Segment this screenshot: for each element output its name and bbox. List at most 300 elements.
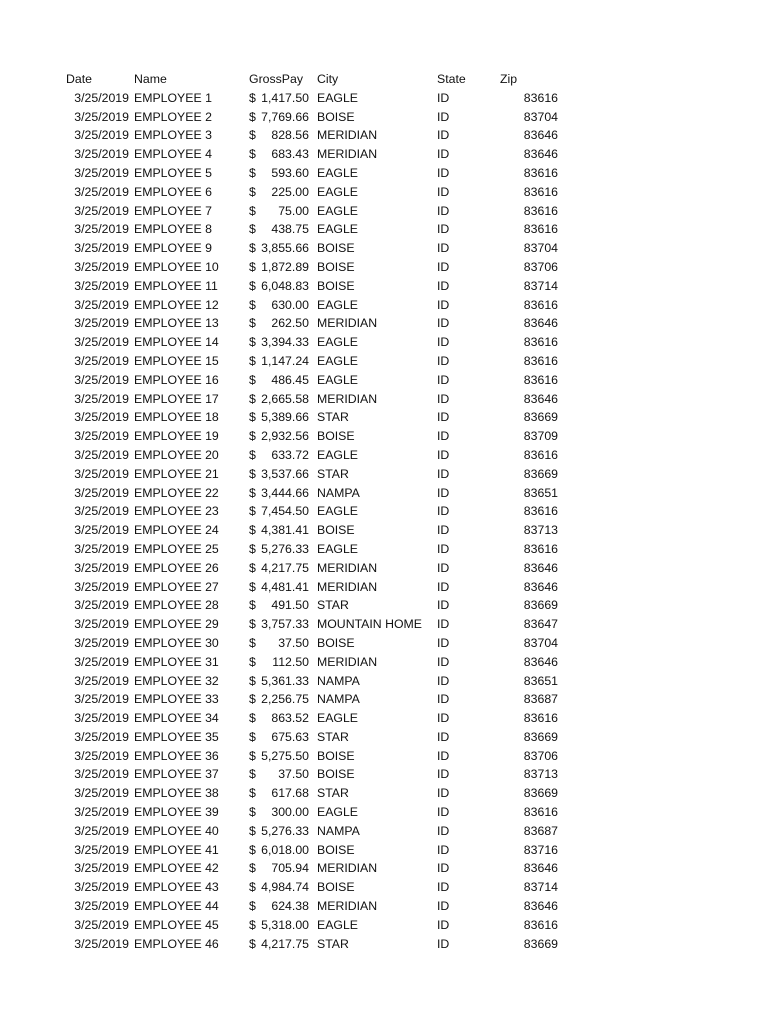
cell-city: STAR (317, 466, 349, 481)
cell-city: EAGLE (317, 917, 359, 932)
cell-date: 3/25/2019 (74, 335, 129, 350)
header-zip: Zip (500, 72, 518, 86)
cell-state: ID (437, 579, 450, 594)
cell-state: ID (437, 842, 450, 857)
cell-date: 3/25/2019 (74, 692, 129, 707)
cell-gross-pay: 4,481.41 (261, 579, 309, 594)
cell-state: ID (437, 410, 450, 425)
cell-gross-pay: 4,984.74 (261, 880, 309, 895)
cell-date: 3/25/2019 (74, 579, 129, 594)
cell-gross-pay: 1,872.89 (261, 259, 309, 274)
cell-city: MERIDIAN (317, 654, 378, 669)
cell-date: 3/25/2019 (74, 635, 129, 650)
cell-currency-symbol: $ (249, 823, 256, 838)
cell-name: EMPLOYEE 43 (134, 880, 219, 895)
table-row (0, 465, 770, 484)
cell-city: MOUNTAIN HOME (317, 617, 422, 632)
cell-gross-pay: 300.00 (271, 805, 309, 820)
cell-gross-pay: 3,537.66 (261, 466, 309, 481)
cell-state: ID (437, 429, 450, 444)
cell-name: EMPLOYEE 22 (134, 485, 219, 500)
cell-date: 3/25/2019 (74, 184, 129, 199)
cell-zip: 83687 (523, 692, 558, 707)
payroll-table (0, 70, 770, 953)
cell-date: 3/25/2019 (74, 711, 129, 726)
header-state: State (437, 72, 466, 86)
cell-city: BOISE (317, 109, 355, 124)
cell-date: 3/25/2019 (74, 823, 129, 838)
cell-date: 3/25/2019 (74, 899, 129, 914)
cell-state: ID (437, 297, 450, 312)
cell-zip: 83616 (523, 90, 558, 105)
cell-gross-pay: 5,361.33 (261, 673, 309, 688)
table-row (0, 427, 770, 446)
cell-currency-symbol: $ (249, 447, 256, 462)
cell-zip: 83669 (523, 466, 558, 481)
cell-date: 3/25/2019 (74, 917, 129, 932)
cell-state: ID (437, 899, 450, 914)
cell-gross-pay: 3,444.66 (261, 485, 309, 500)
cell-state: ID (437, 109, 450, 124)
cell-currency-symbol: $ (249, 222, 256, 237)
cell-city: BOISE (317, 748, 355, 763)
cell-name: EMPLOYEE 33 (134, 692, 219, 707)
cell-currency-symbol: $ (249, 391, 256, 406)
cell-gross-pay: 705.94 (271, 861, 309, 876)
cell-state: ID (437, 278, 450, 293)
table-row (0, 841, 770, 860)
table-row (0, 916, 770, 935)
cell-name: EMPLOYEE 5 (134, 165, 212, 180)
cell-state: ID (437, 335, 450, 350)
cell-state: ID (437, 259, 450, 274)
cell-name: EMPLOYEE 6 (134, 184, 212, 199)
cell-date: 3/25/2019 (74, 353, 129, 368)
cell-gross-pay: 3,855.66 (261, 241, 309, 256)
cell-gross-pay: 1,417.50 (261, 90, 309, 105)
cell-name: EMPLOYEE 3 (134, 128, 212, 143)
cell-name: EMPLOYEE 36 (134, 748, 219, 763)
cell-currency-symbol: $ (249, 297, 256, 312)
cell-name: EMPLOYEE 15 (134, 353, 219, 368)
cell-gross-pay: 6,048.83 (261, 278, 309, 293)
cell-name: EMPLOYEE 44 (134, 899, 219, 914)
cell-state: ID (437, 598, 450, 613)
cell-gross-pay: 2,256.75 (261, 692, 309, 707)
cell-zip: 83687 (523, 823, 558, 838)
cell-gross-pay: 37.50 (278, 767, 309, 782)
cell-city: EAGLE (317, 222, 359, 237)
cell-date: 3/25/2019 (74, 504, 129, 519)
cell-name: EMPLOYEE 21 (134, 466, 219, 481)
table-row (0, 878, 770, 897)
cell-currency-symbol: $ (249, 335, 256, 350)
cell-zip: 83704 (523, 109, 558, 124)
cell-state: ID (437, 241, 450, 256)
cell-currency-symbol: $ (249, 278, 256, 293)
cell-gross-pay: 5,275.50 (261, 748, 309, 763)
cell-state: ID (437, 447, 450, 462)
cell-date: 3/25/2019 (74, 278, 129, 293)
cell-date: 3/25/2019 (74, 147, 129, 162)
cell-gross-pay: 633.72 (271, 447, 309, 462)
cell-city: EAGLE (317, 805, 359, 820)
cell-city: BOISE (317, 880, 355, 895)
cell-name: EMPLOYEE 28 (134, 598, 219, 613)
cell-currency-symbol: $ (249, 523, 256, 538)
cell-gross-pay: 5,318.00 (261, 917, 309, 932)
cell-gross-pay: 3,394.33 (261, 335, 309, 350)
cell-date: 3/25/2019 (74, 128, 129, 143)
cell-zip: 83646 (523, 899, 558, 914)
cell-currency-symbol: $ (249, 353, 256, 368)
table-row (0, 390, 770, 409)
cell-currency-symbol: $ (249, 598, 256, 613)
cell-state: ID (437, 203, 450, 218)
cell-city: EAGLE (317, 353, 359, 368)
cell-state: ID (437, 936, 450, 951)
cell-gross-pay: 486.45 (271, 372, 309, 387)
cell-zip: 83646 (523, 391, 558, 406)
cell-gross-pay: 624.38 (271, 899, 309, 914)
cell-currency-symbol: $ (249, 805, 256, 820)
table-row (0, 521, 770, 540)
cell-city: BOISE (317, 635, 355, 650)
cell-state: ID (437, 353, 450, 368)
table-row (0, 672, 770, 691)
cell-state: ID (437, 729, 450, 744)
cell-name: EMPLOYEE 26 (134, 560, 219, 575)
table-row (0, 559, 770, 578)
cell-gross-pay: 262.50 (271, 316, 309, 331)
table-row (0, 183, 770, 202)
cell-zip: 83616 (523, 541, 558, 556)
cell-city: MERIDIAN (317, 391, 378, 406)
cell-gross-pay: 112.50 (272, 654, 309, 669)
cell-date: 3/25/2019 (74, 90, 129, 105)
table-row (0, 89, 770, 108)
table-row (0, 258, 770, 277)
cell-state: ID (437, 128, 450, 143)
cell-zip: 83616 (523, 711, 558, 726)
cell-currency-symbol: $ (249, 504, 256, 519)
cell-date: 3/25/2019 (74, 410, 129, 425)
cell-gross-pay: 75.00 (278, 203, 309, 218)
cell-city: EAGLE (317, 165, 359, 180)
cell-name: EMPLOYEE 18 (134, 410, 219, 425)
cell-name: EMPLOYEE 27 (134, 579, 219, 594)
cell-currency-symbol: $ (249, 842, 256, 857)
cell-gross-pay: 828.56 (271, 128, 309, 143)
cell-zip: 83714 (523, 278, 558, 293)
cell-currency-symbol: $ (249, 673, 256, 688)
cell-gross-pay: 5,276.33 (261, 541, 309, 556)
cell-name: EMPLOYEE 34 (134, 711, 219, 726)
cell-city: EAGLE (317, 203, 359, 218)
cell-zip: 83616 (523, 917, 558, 932)
cell-currency-symbol: $ (249, 748, 256, 763)
cell-name: EMPLOYEE 25 (134, 541, 219, 556)
cell-date: 3/25/2019 (74, 880, 129, 895)
table-row (0, 108, 770, 127)
cell-name: EMPLOYEE 32 (134, 673, 219, 688)
cell-city: MERIDIAN (317, 861, 378, 876)
cell-zip: 83669 (523, 598, 558, 613)
cell-currency-symbol: $ (249, 729, 256, 744)
cell-city: BOISE (317, 429, 355, 444)
cell-gross-pay: 7,454.50 (261, 504, 309, 519)
table-row (0, 634, 770, 653)
cell-zip: 83646 (523, 579, 558, 594)
cell-name: EMPLOYEE 19 (134, 429, 219, 444)
header-gross-pay: GrossPay (249, 72, 303, 86)
cell-gross-pay: 5,276.33 (261, 823, 309, 838)
cell-name: EMPLOYEE 30 (134, 635, 219, 650)
cell-currency-symbol: $ (249, 711, 256, 726)
cell-zip: 83651 (523, 673, 558, 688)
cell-state: ID (437, 316, 450, 331)
cell-gross-pay: 225.00 (271, 184, 309, 199)
cell-city: EAGLE (317, 297, 359, 312)
cell-gross-pay: 630.00 (271, 297, 309, 312)
cell-date: 3/25/2019 (74, 109, 129, 124)
cell-name: EMPLOYEE 14 (134, 335, 219, 350)
cell-city: BOISE (317, 842, 355, 857)
cell-state: ID (437, 823, 450, 838)
cell-city: STAR (317, 598, 349, 613)
cell-state: ID (437, 504, 450, 519)
table-row (0, 897, 770, 916)
cell-zip: 83704 (523, 635, 558, 650)
cell-name: EMPLOYEE 35 (134, 729, 219, 744)
cell-zip: 83669 (523, 410, 558, 425)
cell-city: EAGLE (317, 711, 359, 726)
cell-city: MERIDIAN (317, 316, 378, 331)
cell-zip: 83646 (523, 147, 558, 162)
cell-city: MERIDIAN (317, 147, 378, 162)
cell-city: MERIDIAN (317, 579, 378, 594)
cell-name: EMPLOYEE 42 (134, 861, 219, 876)
cell-state: ID (437, 617, 450, 632)
cell-name: EMPLOYEE 9 (134, 241, 212, 256)
cell-city: STAR (317, 729, 349, 744)
cell-gross-pay: 2,665.58 (261, 391, 309, 406)
cell-currency-symbol: $ (249, 786, 256, 801)
cell-state: ID (437, 861, 450, 876)
cell-city: EAGLE (317, 90, 359, 105)
table-row (0, 653, 770, 672)
cell-zip: 83669 (523, 936, 558, 951)
cell-gross-pay: 675.63 (271, 729, 309, 744)
cell-state: ID (437, 560, 450, 575)
cell-name: EMPLOYEE 10 (134, 259, 219, 274)
cell-city: NAMPA (317, 673, 360, 688)
table-row (0, 709, 770, 728)
cell-date: 3/25/2019 (74, 316, 129, 331)
cell-zip: 83716 (523, 842, 558, 857)
cell-gross-pay: 37.50 (278, 635, 309, 650)
cell-city: NAMPA (317, 823, 360, 838)
cell-date: 3/25/2019 (74, 560, 129, 575)
cell-name: EMPLOYEE 13 (134, 316, 219, 331)
cell-date: 3/25/2019 (74, 598, 129, 613)
cell-zip: 83713 (523, 767, 558, 782)
cell-zip: 83616 (523, 335, 558, 350)
table-row (0, 202, 770, 221)
cell-gross-pay: 1,147.24 (261, 353, 309, 368)
cell-date: 3/25/2019 (74, 485, 129, 500)
table-row (0, 145, 770, 164)
cell-name: EMPLOYEE 24 (134, 523, 219, 538)
cell-name: EMPLOYEE 31 (134, 654, 219, 669)
cell-state: ID (437, 523, 450, 538)
cell-currency-symbol: $ (249, 936, 256, 951)
cell-state: ID (437, 222, 450, 237)
table-row (0, 859, 770, 878)
cell-currency-symbol: $ (249, 429, 256, 444)
cell-city: MERIDIAN (317, 899, 378, 914)
cell-zip: 83616 (523, 372, 558, 387)
cell-currency-symbol: $ (249, 880, 256, 895)
cell-gross-pay: 2,932.56 (261, 429, 309, 444)
cell-name: EMPLOYEE 17 (134, 391, 219, 406)
cell-currency-symbol: $ (249, 541, 256, 556)
cell-state: ID (437, 767, 450, 782)
cell-zip: 83651 (523, 485, 558, 500)
cell-gross-pay: 438.75 (271, 222, 309, 237)
cell-date: 3/25/2019 (74, 372, 129, 387)
table-row (0, 690, 770, 709)
cell-city: EAGLE (317, 447, 359, 462)
cell-state: ID (437, 485, 450, 500)
cell-city: BOISE (317, 259, 355, 274)
cell-state: ID (437, 165, 450, 180)
cell-state: ID (437, 147, 450, 162)
cell-name: EMPLOYEE 7 (134, 203, 212, 218)
cell-zip: 83714 (523, 880, 558, 895)
cell-date: 3/25/2019 (74, 786, 129, 801)
cell-date: 3/25/2019 (74, 729, 129, 744)
cell-name: EMPLOYEE 23 (134, 504, 219, 519)
table-row (0, 296, 770, 315)
cell-name: EMPLOYEE 8 (134, 222, 212, 237)
table-row (0, 784, 770, 803)
cell-city: EAGLE (317, 372, 359, 387)
table-row (0, 484, 770, 503)
cell-zip: 83706 (523, 259, 558, 274)
cell-name: EMPLOYEE 40 (134, 823, 219, 838)
cell-date: 3/25/2019 (74, 842, 129, 857)
cell-zip: 83616 (523, 447, 558, 462)
cell-zip: 83646 (523, 654, 558, 669)
cell-state: ID (437, 805, 450, 820)
cell-city: STAR (317, 410, 349, 425)
cell-name: EMPLOYEE 39 (134, 805, 219, 820)
table-row (0, 164, 770, 183)
cell-gross-pay: 593.60 (271, 165, 309, 180)
cell-state: ID (437, 673, 450, 688)
cell-date: 3/25/2019 (74, 222, 129, 237)
cell-gross-pay: 4,381.41 (261, 523, 309, 538)
cell-gross-pay: 6,018.00 (261, 842, 309, 857)
cell-gross-pay: 4,217.75 (261, 936, 309, 951)
cell-zip: 83713 (523, 523, 558, 538)
cell-state: ID (437, 654, 450, 669)
table-row (0, 578, 770, 597)
cell-zip: 83616 (523, 222, 558, 237)
cell-currency-symbol: $ (249, 128, 256, 143)
cell-name: EMPLOYEE 38 (134, 786, 219, 801)
cell-date: 3/25/2019 (74, 767, 129, 782)
cell-date: 3/25/2019 (74, 654, 129, 669)
cell-date: 3/25/2019 (74, 861, 129, 876)
cell-currency-symbol: $ (249, 147, 256, 162)
table-row (0, 935, 770, 954)
cell-name: EMPLOYEE 16 (134, 372, 219, 387)
table-row (0, 765, 770, 784)
table-row (0, 596, 770, 615)
table-row (0, 220, 770, 239)
cell-currency-symbol: $ (249, 767, 256, 782)
cell-state: ID (437, 711, 450, 726)
cell-currency-symbol: $ (249, 560, 256, 575)
cell-zip: 83646 (523, 316, 558, 331)
cell-state: ID (437, 372, 450, 387)
cell-city: BOISE (317, 523, 355, 538)
cell-state: ID (437, 880, 450, 895)
cell-gross-pay: 491.50 (271, 598, 309, 613)
cell-date: 3/25/2019 (74, 466, 129, 481)
cell-state: ID (437, 692, 450, 707)
table-row (0, 239, 770, 258)
cell-date: 3/25/2019 (74, 429, 129, 444)
cell-currency-symbol: $ (249, 410, 256, 425)
table-row (0, 615, 770, 634)
cell-zip: 83616 (523, 165, 558, 180)
cell-date: 3/25/2019 (74, 241, 129, 256)
cell-name: EMPLOYEE 20 (134, 447, 219, 462)
cell-date: 3/25/2019 (74, 259, 129, 274)
table-row (0, 446, 770, 465)
cell-state: ID (437, 748, 450, 763)
table-row (0, 502, 770, 521)
table-row (0, 747, 770, 766)
cell-city: STAR (317, 786, 349, 801)
cell-zip: 83647 (523, 617, 558, 632)
cell-zip: 83616 (523, 297, 558, 312)
header-city: City (317, 72, 339, 86)
cell-date: 3/25/2019 (74, 748, 129, 763)
cell-currency-symbol: $ (249, 579, 256, 594)
table-row (0, 126, 770, 145)
cell-gross-pay: 617.68 (271, 786, 309, 801)
cell-currency-symbol: $ (249, 466, 256, 481)
cell-currency-symbol: $ (249, 917, 256, 932)
cell-zip: 83706 (523, 748, 558, 763)
cell-name: EMPLOYEE 2 (134, 109, 212, 124)
cell-zip: 83646 (523, 560, 558, 575)
cell-currency-symbol: $ (249, 165, 256, 180)
cell-zip: 83616 (523, 504, 558, 519)
cell-city: BOISE (317, 278, 355, 293)
cell-gross-pay: 3,757.33 (261, 617, 309, 632)
header-name: Name (134, 72, 167, 86)
cell-date: 3/25/2019 (74, 297, 129, 312)
table-row (0, 352, 770, 371)
cell-date: 3/25/2019 (74, 523, 129, 538)
cell-zip: 83669 (523, 729, 558, 744)
cell-zip: 83646 (523, 128, 558, 143)
